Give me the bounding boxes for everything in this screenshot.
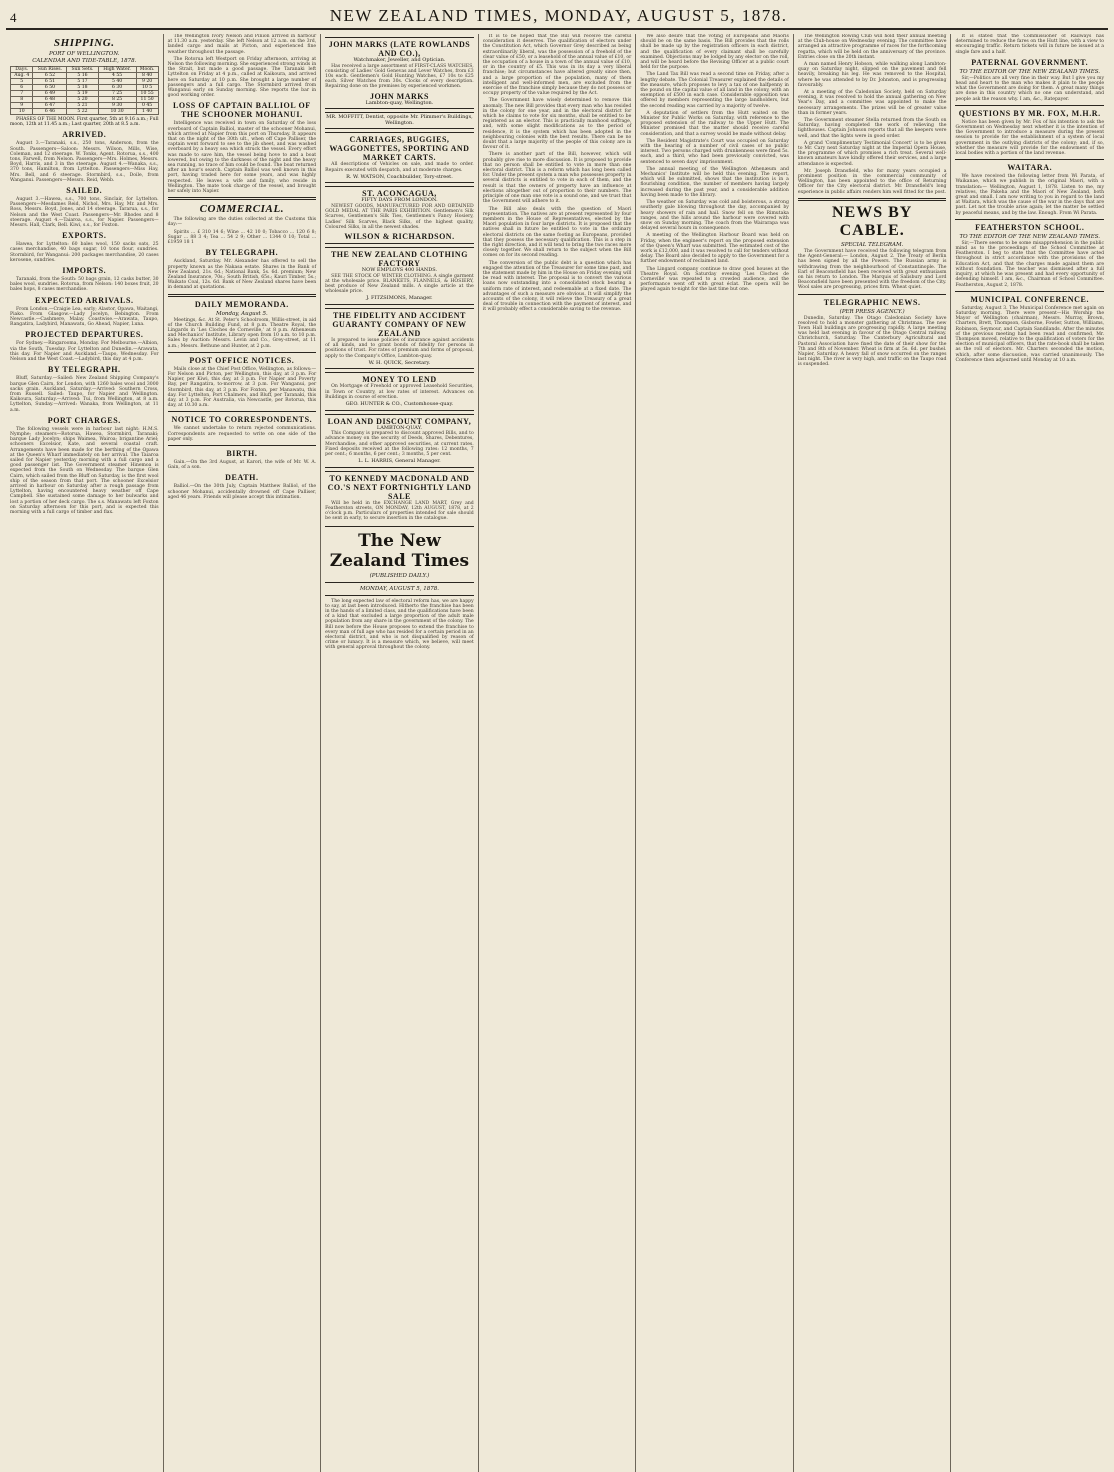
- table-cell: 5 21: [67, 103, 98, 109]
- column-3: [321, 34, 479, 1472]
- advert-signature: JOHN MARKS: [369, 91, 429, 101]
- divider: [325, 595, 474, 596]
- commercial-heading: COMMERCIAL.: [199, 203, 285, 216]
- advert-signature: W. H. QUICK, Secretary.: [368, 359, 431, 366]
- table-cell: 10 30: [98, 109, 136, 115]
- sailed-heading: SAILED.: [66, 186, 103, 196]
- port-charges-heading: PORT CHARGES.: [47, 415, 121, 425]
- advert-body: On Mortgage of Freehold or approved Leasehold Securities, in Town or Country, at low rates of interest. Advances on Buildings in course of erection.: [325, 384, 474, 400]
- tide-table: [10, 66, 159, 115]
- commercial-rows: Spirits ... £ 310 14 6; Wine ... 42 10 0; Tobacco ... 120 6 8; Sugar ... 88 3 4; Tea ... 54 2 9; Other ... 1344 0 10; Total ... £1959 18 1: [167, 229, 317, 246]
- table-cell: 10 55: [136, 91, 158, 97]
- diary-text: Meetings, &c. At St. Peter's Schoolroom, Willis-street, in aid of the Church Building Fund, at 8 p.m. Theatre Royal, the Lingards in 'Les Cloches de Corneville,' at 8 p.m. Athenæum and Mechanics' Institute, Library open from 10 a.m. to 10 p.m. Sales by Auction: Messrs. Levin and Co., Grey-street, at 11 a.m.; Messrs. Bethune and Hunter, at 2 p.m.: [167, 317, 317, 349]
- leader-date: MONDAY, AUGUST 5, 1878.: [359, 585, 439, 592]
- table-cell: 9 30: [98, 103, 136, 109]
- commercial-intro: The following are the duties collected at the Customs this day:—: [167, 217, 317, 228]
- table-cell: 6 50: [33, 85, 67, 91]
- telegraphic-news-subheading: (PER PRESS AGENCY.): [839, 308, 905, 315]
- letter-text: Sir,—Politics are all very fine in their way. But I give you my head and heart to the man who makes it plain to the people what the Government are doing for them. A great many things are done in this country which no one can understand, and people ask the reason why. I am, &c., Ratepayer.: [955, 75, 1105, 102]
- letter-heading: PATERNAL GOVERNMENT.: [971, 57, 1089, 67]
- local-news-paragraph: The Government steamer Stella returned from the South on Saturday, having completed the work of relieving the lighthouses. Captain Johnson reports that all the keepers were well, and that the lights were in good order.: [797, 118, 947, 139]
- column-6: [794, 34, 952, 1472]
- table-cell: 6 48: [33, 97, 67, 103]
- tide-column-header: Days.: [11, 67, 33, 73]
- advert-body: This Company is prepared to discount approved Bills, and to advance money on the security of Deeds, Shares, Debentures, Merchandise, and other approved securities, at current rates. Fixed deposits received at the following rates: 12 months, 7 per cent.; 6 months, 6 per cent.; 3 months, 5 per cent.: [325, 431, 474, 458]
- port-title: PORT OF WELLINGTON.: [49, 51, 120, 57]
- table-cell: 9: [11, 103, 33, 109]
- table-cell: 5 16: [67, 73, 98, 79]
- table-cell: 8: [11, 97, 33, 103]
- leader-paragraph: It is to be hoped that the Bill will receive the careful consideration it deserves. The qualification of electors under the Constitution Act, which Governor Grey described as being extraordinarily liberal, was the possession of a freehold of the clear value of £50, or a leasehold of the annual value of £10, or the occupation of a house in a town of the annual value of £10, or in the country of £5. This was in its day a very liberal franchise; but circumstances have altered greatly since then, and a large proportion of the population, many of them intelligent and well-informed men, are excluded from the exercise of the franchise simply because they do not possess or occupy property of the value required by the Act.: [482, 34, 632, 97]
- post-office-text: Mails close at the Chief Post Office, Wellington, as follows:— For Nelson and Picton, per Wellington, this day, at 3 p.m. For Napier, per Kiwi, this day, at 3 p.m. For Napier and Poverty Bay, per Rangatira, to-morrow, at 3 p.m. For Wanganui, per Stormbird, this day, at 3 p.m. For Foxton, per Manawatu, this day. For Lyttelton, Port Chalmers, and Bluff, per Taranaki, this day, at 3 p.m. For Australia, via Newcastle, per Rotorua, this day, at 10.30 a.m.: [167, 366, 317, 409]
- advert-aconcagua: [325, 186, 474, 244]
- leader-paragraph: There is another part of the Bill, however, which will probably give rise to more discussion. It is proposed to provide that no person shall be entitled to vote in more than one electoral district. This is a reform which has long been called for. Under the present system a man who possesses property in several districts is entitled to vote in each of them, and the result is that the owners of property have an influence at elections altogether out of proportion to their numbers. The principle of one man one vote is a sound one, and we trust that the Government will adhere to it.: [482, 152, 632, 205]
- advert-john-marks: [325, 37, 474, 109]
- local-news-paragraph: The Land Tax Bill was read a second time on Friday, after a lengthy debate. The Colonial Treasurer explained the details of the measure, which proposes to levy a tax of one halfpenny in the pound on the capital value of all land in the colony, with an exemption of £500 in each case. Considerable opposition was offered by members representing the large landholders, but the second reading was carried by a majority of twelve.: [640, 72, 789, 109]
- waitara-text: We have received the following letter from Wi Parata, of Waikanae, which we publish in the original Maori, with a translation:— Wellington, August 1, 1878. Listen to me, my relatives, the Pakeha and the Maori of New Zealand, both great and small. I am now writing to you in regard to the land at Waitara, which was the cause of the war in the days that are past. Let not the trouble arise again; let the matter be settled by peaceful means, and by the law. Enough. From Wi Parata.: [955, 174, 1105, 216]
- table-cell: 5 22: [67, 109, 98, 115]
- expected-text: From London.—Craigie Lea, early; Alastor, Opawa, Waitangi, Piako. From Glasgow.—Lady Jocelyn, Bebington. From Newcastle.—Cashmere, Malay. Coastwise.—Arawata, Taupo, Rangatira, Ladybird, Manawatu, Go Ahead, Napier, Luna.: [10, 306, 159, 328]
- table-cell: 11 50: [136, 97, 158, 103]
- table-row: [11, 109, 159, 115]
- advert-subtitle: NOW EMPLOYS 400 HANDS.: [361, 267, 438, 273]
- masthead-spacer: [1101, 10, 1104, 26]
- table-cell: 5 19: [67, 91, 98, 97]
- leader-subtitle: (PUBLISHED DAILY.): [369, 572, 430, 579]
- advert-fidelity: [325, 308, 474, 369]
- table-cell: 7: [11, 91, 33, 97]
- divider: [955, 159, 1104, 160]
- cable-news-heading: NEWS BY CABLE.: [832, 203, 913, 239]
- correspondents-heading: NOTICE TO CORRESPONDENTS.: [171, 415, 313, 425]
- local-news-paragraph: We also desire that the voting of Europeans and Maoris should be on the same basis. The Bill provides that the rolls shall be made up by the registration officers in each district, and the qualification of every claimant shall be carefully examined. Objections may be lodged by any elector on the roll, and will be heard before the Revising Officer at a public court held for the purpose.: [640, 34, 789, 71]
- table-cell: 1 40: [136, 109, 158, 115]
- telegraph-heading: BY TELEGRAPH.: [47, 365, 121, 375]
- cable-news-subheading: SPECIAL TELEGRAM.: [840, 241, 904, 248]
- advert-subtitle: LAMBTON-QUAY.: [376, 424, 422, 431]
- masthead-title: NEW ZEALAND TIMES, MONDAY, AUGUST 5, 1878.: [329, 6, 788, 25]
- advert-title: MR. MOFFITT, Dentist, opposite Mr. Plimmer's Buildings, Wellington.: [326, 114, 473, 126]
- advert-body: Is prepared to issue policies of insurance against accidents of all kinds, and to grant bonds of fidelity for persons in positions of trust. For rates of premium and forms of proposal, apply to the Company's Office, Lambton-quay.: [325, 338, 474, 359]
- loss-heading: LOSS OF CAPTAIN BALLIOL OF THE SCHOONER MOHANUI.: [172, 101, 311, 120]
- diary-date: Monday, August 5.: [215, 310, 268, 317]
- table-cell: 5 20: [67, 97, 98, 103]
- divider: [955, 105, 1104, 106]
- local-news-paragraph: It is stated that the Commissioner of Railways has determined to reduce the fares on the Hutt line, with a view to encouraging traffic. Return tickets will in future be issued at a single fare and a half.: [955, 34, 1105, 55]
- advert-body: NEWEST GOODS, MANUFACTURED FOR AND OBTAINED GOLD MEDAL AT THE PARIS EXHIBITION. Gentlemen's Silk Scarves, Gentlemen's Silk Ties, Gentlemen's Fancy Hosiery, Ladies' Silk Scarves, Black Silks, of the highest quality, Coloured Silks, in all the newest shades.: [325, 203, 474, 230]
- tide-column-header: Sun Sets.: [67, 67, 98, 73]
- divider: [955, 219, 1104, 220]
- advert-body: Has received a large assortment of FIRST-CLASS WATCHES, consisting of Ladies' Gold Genevas and Lever Watches, from £3 10s each. Gentlemen's Gold Hunting Watches, £7 10s to £25 each. Silver Watches from 30s. Clocks of every description. Repairing done on the premises by experienced workmen.: [325, 63, 474, 90]
- table-cell: 6 47: [33, 103, 67, 109]
- table-cell: Aug. 4: [11, 73, 33, 79]
- advert-title: THE NEW ZEALAND CLOTHING FACTORY: [330, 250, 468, 268]
- table-cell: 6 46: [33, 109, 67, 115]
- advert-title: TO KENNEDY MACDONALD AND CO.'S NEXT FORTNIGHTLY LAND SALE: [327, 473, 472, 501]
- table-cell: 6 30: [98, 85, 136, 91]
- arrived-text: August 3.—Taranaki, s.s., 250 tons, Anderson, from the South. Passengers—Saloon: Messrs. Wilson, Mills, Wise, Coleman, and 12 steerage. W. Tonks, Agent. Rotorua, s.s., 400 tons, Farwell, from Nelson. Passengers—Mrs. Holmes, Messrs. Boyd, Harris, and 3 in the steerage. August 4.—Wanaka, s.s., 370 tons, Hamilton, from Lyttelton. Passengers—Miss Hay, Mrs. Bell, and 6 steerage. Stormbird, s.s., Doile, from Wanganui. Passengers—Messrs. Reid, Webb.: [10, 141, 159, 183]
- column-5: [636, 34, 794, 1472]
- arrivals-text: The Rotorua left Westport on Friday afternoon, arriving at Nelson the following morning. She experienced strong winds in the Strait, but made a good passage. The Taranaki left Lyttelton on Friday at 4 p.m., called at Kaikoura, and arrived here on Saturday at 10 p.m. She brought a large number of passengers and a full cargo. The Stormbird arrived from Wanganui early on Sunday morning. She reports the bar in good working order.: [167, 56, 317, 99]
- leader-paragraph: The Government have wisely determined to remove this anomaly. The new Bill provides that every man who has resided in the colony for one year, and in the electoral district for which he claims to vote for six months, shall be entitled to be registered as an elector. This is practically manhood suffrage, and, with some slight modifications as to the period of residence, it is the system which has been adopted in the neighbouring colonies with the best results. There can be no doubt that a large majority of the people of this colony are in favour of it.: [482, 98, 632, 151]
- calendar-title: CALENDAR AND TIDE-TABLE, 1878.: [32, 58, 137, 64]
- advert-signature: WILSON & RICHARDSON.: [344, 232, 455, 241]
- column-1: [6, 34, 164, 1472]
- births-heading: BIRTH.: [226, 448, 258, 458]
- arrived-heading: ARRIVED.: [62, 130, 107, 140]
- advert-signature: R. W. WATSON, Coachbuilder, Tory-street.: [346, 173, 453, 180]
- advert-title: CARRIAGES, BUGGIES, WAGGONETTES, SPORTING AND MARKET CARTS.: [329, 135, 470, 163]
- local-news-paragraph: The Resident Magistrate's Court was occupied on Saturday with the hearing of a number of civil cases of no public interest. Two persons charged with drunkenness were fined 5s. each, and a third, who had been previously convicted, was sentenced to seven days' imprisonment.: [640, 138, 789, 165]
- questions-heading: QUESTIONS BY MR. FOX, M.H.R.: [958, 108, 1101, 118]
- table-cell: 10 5: [136, 85, 158, 91]
- post-office-heading: POST OFFICE NOTICES.: [189, 355, 295, 365]
- featherston-heading: FEATHERSTON SCHOOL.: [975, 222, 1085, 232]
- local-news-paragraph: The annual meeting of the Wellington Athenæum and Mechanics' Institute will be held this evening. The report, which will be submitted, shows that the institution is in a flourishing condition, the number of members having largely increased during the past year, and a considerable addition having been made to the library.: [640, 166, 789, 198]
- advert-money-to-lend: [325, 372, 474, 410]
- advert-clothing-factory: [325, 247, 474, 305]
- imports-heading: IMPORTS.: [62, 266, 107, 276]
- advert-loan-discount: [325, 414, 474, 468]
- projected-heading: PROJECTED DEPARTURES.: [25, 330, 144, 340]
- telegraphic-news-text: Dunedin, Saturday. The Otago Caledonian Society have resolved to hold a monster gathering at Christmas. The new Town Hall buildings are progressing rapidly. A large meeting was held last evening in favour of the Otago Central railway. Christchurch, Saturday. The Canterbury Agricultural and Pastoral Association have fixed the date of their show for the 7th and 8th of November. Wheat is firm at 5s. 6d. per bushel. Napier, Saturday. A heavy fall of snow occurred on the ranges last night. The river is very high, and traffic on the Taupo road is suspended.: [797, 315, 947, 368]
- commercial-telegraph-heading: BY TELEGRAPH.: [205, 248, 279, 258]
- table-cell: 4 55: [98, 73, 136, 79]
- table-cell: 5 18: [67, 85, 98, 91]
- port-notes-text: The following vessels were in harbour last night: H.M.S. Nymphe; steamers—Rotorua, Hawea, Stormbird, Taranaki; barque Lady Jocelyn; ships Waimea, Wairoa; brigantine Ariel; schooners Excelsior, Kate, and several coastal craft. Arrangements have been made for the berthing of the Opawa at the Queen's Wharf immediately on her arrival. The Taiaroa sailed for Napier yesterday morning with a full cargo and a good passenger list. The Government steamer Hinemoa is expected from the South on Wednesday. The barque Glen Cairn, which sailed from the Bluff on Saturday, is the first wool ship of the season from that port. The schooner Excelsior arrived in harbour on Saturday after a rough passage from Lyttelton, having encountered heavy weather off Cape Campbell. She sustained some damage to her bulwarks and lost a portion of her deck cargo. The s.s. Manawatu left Foxton on Saturday afternoon for this port, and is expected this morning with a full cargo of timber and flax.: [10, 426, 159, 515]
- expected-heading: EXPECTED ARRIVALS.: [34, 295, 134, 305]
- divider: [168, 445, 317, 446]
- table-cell: 8 25: [98, 97, 136, 103]
- imports-text: Taranaki, from the South: 50 bags grain, 12 casks butter, 30 bales wool, sundries. Rotorua, from Nelson: 140 boxes fruit, 20 bales hops, 8 cases merchandise.: [10, 277, 159, 293]
- divider: [798, 294, 947, 295]
- advert-signature: GEO. HUNTER & CO., Customhouse-quay.: [345, 401, 454, 408]
- divider: [168, 294, 317, 297]
- advert-address: Lambton-quay, Wellington.: [365, 99, 434, 106]
- diary-heading: DAILY MEMORANDA.: [194, 299, 289, 309]
- table-cell: 6 49: [33, 91, 67, 97]
- advert-carriages: [325, 132, 474, 183]
- divider: [325, 582, 474, 583]
- commercial-telegraph-text: Auckland, Saturday. Mr. Alexander has offered to sell the property known as the Nakasa estate. Shares in the Bank of New Zealand, 21s. 6d.; National Bank, 5s. 6d. premium; New Zealand Insurance, 70s.; South British, 65s.; Kauri Timber, 5s.; Waikato Coal, 12s. 6d. Bank of New Zealand shares have been in demand at quotations.: [167, 259, 317, 291]
- leader-paragraph: The conversion of the public debt is a question which has engaged the attention of the Treasurer for some time past, and the statement made by him in the House on Friday evening will be read with interest. The proposal is to convert the various loans now outstanding into a consolidated stock bearing a uniform rate of interest, and redeemable at a fixed date. The advantages of such a measure are obvious. It will simplify the accounts of the colony, it will relieve the Treasury of a great deal of trouble in connection with the payment of interest, and it will probably effect a considerable saving to the revenue.: [482, 260, 632, 313]
- local-news-paragraph: Mr. Joseph Dransfield, who for many years occupied a prominent position in the commercial community of Wellington, has been appointed to the office of Returning Officer for the City electoral district. Mr. Dransfield's long experience in public affairs renders him well fitted for the post.: [797, 168, 947, 195]
- waitara-heading: WAITARA.: [1007, 163, 1053, 173]
- advert-land-sale: [325, 471, 474, 527]
- table-cell: 5 40: [98, 79, 136, 85]
- shipping-heading: SHIPPING.: [53, 37, 115, 49]
- cable-news-text: The Government have received the following telegram from the Agent-General:— London, August 2. The Treaty of Berlin has been signed by all the Powers. The Russian army is withdrawing from the neighbourhood of Constantinople. The Earl of Beaconsfield has been received with great enthusiasm on his return to London. The Marquis of Salisbury and Lord Beaconsfield have been presented with the freedom of the City. Wool sales are progressing, prices firm. Wheat quiet.: [797, 248, 947, 291]
- local-news-paragraph: The Lingard company continue to draw good houses at the Theatre Royal. On Saturday evening 'Les Cloches de Corneville' was repeated to a crowded audience, and the performance went off with great éclat. The opera will be played again to-night for the last time but one.: [640, 266, 789, 293]
- local-news-paragraph: At a meeting of the Caledonian Society, held on Saturday evening, it was resolved to hold the annual gathering on New Year's Day, and a committee was appointed to make the necessary arrangements. The prizes will be of greater value than in former years.: [797, 90, 947, 116]
- municipal-heading: MUNICIPAL CONFERENCE.: [970, 294, 1090, 304]
- column-4: [479, 34, 637, 1472]
- table-cell: 10: [11, 109, 33, 115]
- divider: [798, 198, 947, 201]
- arrivals-intro: The Wellington Ivory Nelson and Pinion arrived in harbour at 11.30 a.m. yesterday. She left Nelson at 12 a.m. on the 3rd, landed cargo and mails at Picton, and experienced fine weather throughout the passage.: [167, 34, 317, 55]
- moon-phases: PHASES OF THE MOON. First quarter, 5th at 9.16 a.m.; Full moon, 12th at 11.45 a.m.; Last quarter, 20th at 8.5 a.m.: [10, 117, 159, 128]
- leader-masthead: The New Zealand Times: [329, 530, 470, 571]
- column-2: [164, 34, 322, 1472]
- advert-title: JOHN MARKS (LATE ROWLANDS AND CO.),: [328, 40, 471, 58]
- local-news-paragraph: The weather on Saturday was cold and boisterous, a strong southerly gale blowing throughout the day, accompanied by heavy showers of rain and hail. Snow fell on the Rimutaka ranges, and the hills around the harbour were covered with snow on Sunday morning. The coach from the Wairarapa was delayed several hours in consequence.: [640, 200, 789, 232]
- local-news-paragraph: A meeting of the Wellington Harbour Board was held on Friday, when the engineer's report on the proposed extension of the Queen's Wharf was submitted. The estimated cost of the work is £12,000, and it was resolved to call for tenders without delay. The Board also decided to apply to the Government for a further endowment of reclaimed land.: [640, 233, 789, 265]
- advert-body: Will be held in the EXCHANGE LAND MART, Grey and Featherston streets, ON MONDAY, 12th AUGUST, 1878, at 2 o'clock p.m. Particulars of properties intended for sale should be sent in early, to secure insertion in the catalogue.: [325, 500, 474, 522]
- featherston-text: Sir,—There seems to be some misapprehension in the public mind as to the proceedings of the School Committee at Featherston. I beg to state that the Committee have acted throughout in strict accordance with the provisions of the Education Act, and that the charges made against them are without foundation. The teacher was dismissed after a full inquiry, at which he was present and had every opportunity of defending himself. I am, &c., Chairman of School Committee. Featherston, August 2, 1878.: [955, 240, 1105, 288]
- leader-paragraph: The Bill also deals with the question of Maori representation. The natives are at present represented by four members in the House of Representatives, elected by the Maori population in four large districts. It is proposed that the natives shall in future be entitled to vote in the ordinary electoral districts on the same footing as Europeans, provided that they possess the necessary qualification. This is a step in the right direction, and it will tend to bring the two races more closely together. We shall return to the subject when the Bill comes on for its second reading.: [482, 206, 632, 259]
- advert-subtitle: Watchmaker, Jeweller, and Optician.: [353, 57, 446, 63]
- table-cell: 5: [11, 79, 33, 85]
- leader-paragraph: The long expected law of electoral reform has, we are happy to say, at last been introduced. Hitherto the franchise has been in the hands of a limited class, and the qualifications have been of a kind that excluded a large proportion of the adult male population from any share in the government of the colony. The Bill now before the House proposes to extend the franchise to every man of full age who has resided for a certain period in an electoral district, and who is not disqualified by reason of crime or lunacy. It is a measure which, we believe, will meet with general approval throughout the colony.: [325, 598, 474, 651]
- local-news-paragraph: A grand 'Complimentary Testimonial Concert' is to be given to Mr. Cary next Saturday night at the Imperial Opera House, the programme of which promises a rich treat. Several well-known amateurs have kindly offered their services, and a large attendance is expected.: [797, 140, 947, 167]
- telegraph-text: Bluff, Saturday.—Sailed: New Zealand Shipping Company's barque Glen Cairn, for London, with 1260 bales wool and 3000 sacks grain. Auckland, Saturday.—Arrived: Southern Cross, from Russell. Sailed: Taupo, for Napier and Wellington. Kaikoura, Saturday.—Arrived: Tui, from Wellington, at 8 a.m. Lyttelton, Sunday.—Arrived: Wanaka, from Wellington, at 11 a.m.: [10, 376, 159, 413]
- advert-title: ST. ACONCAGUA,: [362, 189, 437, 199]
- tide-table-body: [11, 73, 159, 115]
- correspondents-text: We cannot undertake to return rejected communications. Correspondents are requested to write on one side of the paper only.: [167, 426, 317, 442]
- divider: [168, 411, 317, 412]
- divider: [168, 197, 317, 200]
- tide-column-header: High Water.: [98, 67, 136, 73]
- advert-signature: L. L. HARRIS, General Manager.: [358, 458, 441, 465]
- table-cell: 6: [11, 85, 33, 91]
- tide-column-header: Moon.: [136, 67, 158, 73]
- deaths-heading: DEATH.: [225, 473, 259, 483]
- local-news-paragraph: A deputation of settlers from the Hutt waited on the Minister for Public Works on Saturday, with reference to the proposed extension of the railway to the Upper Hutt. The Minister promised that the matter should receive careful consideration, and that a survey would be made without delay.: [640, 110, 789, 137]
- loss-text: Intelligence was received in town on Saturday of the loss overboard of Captain Balliol, master of the schooner Mohanui, which arrived at Napier from this port on Thursday. It appears that on the night of the 30th ult., when off Cape Palliser, the captain went forward to see to the jib sheet, and was washed overboard by a heavy sea which struck the vessel. Every effort was made to save him, the vessel being hove to and a boat lowered, but owing to the darkness of the night and the heavy sea running, no trace of him could be found. The boat returned after an hour's search. Captain Balliol was well known in this port, having traded here for some years, and was highly respected. He leaves a wife and family, who reside in Wellington. The mate took charge of the vessel, and brought her safely into Napier.: [167, 121, 317, 195]
- advert-dentist: [325, 112, 474, 129]
- advert-subtitle: FIFTY DAYS FROM LONDON.: [361, 197, 438, 204]
- table-cell: 9 20: [136, 79, 158, 85]
- advert-title: MONEY TO LEND: [362, 375, 437, 385]
- advert-body: SEE THE STOCK OF WINTER CLOTHING. A single garment at the wholesale price. BLANKETS, FLANNELS, & HOSIERY, best produce of New Zealand mills. A single article at the wholesale price.: [325, 273, 474, 295]
- projected-text: For Sydney.—Ringarooma, Monday. For Melbourne.—Albion, via the South, Tuesday. For Lyttelton and Dunedin.—Arawata, this day. For Napier and Auckland.—Taupo, Wednesday. For Nelson and the West Coast.—Ladybird, this day at 4 p.m.: [10, 341, 159, 363]
- column-7: [951, 34, 1108, 1472]
- telegraphic-news-heading: TELEGRAPHIC NEWS.: [823, 297, 921, 307]
- advert-title: LOAN AND DISCOUNT COMPANY,: [327, 416, 472, 426]
- divider: [168, 352, 317, 353]
- table-cell: 7 25: [98, 91, 136, 97]
- births-text: Gain.—On the 3rd August, at Karori, the wife of Mr. W. A. Gain, of a son.: [167, 459, 317, 471]
- advert-signature: J. FITZSIMONS, Manager.: [366, 295, 433, 302]
- table-cell: 6 51: [33, 79, 67, 85]
- exports-text: Hawea, for Lyttelton: 60 bales wool, 150 sacks oats, 25 cases merchandise, 40 bags sugar, 10 tons flour, sundries. Stormbird, for Wanganui: 200 packages merchandise, 20 cases kerosene, sundries.: [10, 242, 159, 263]
- advert-body: All descriptions of Vehicles on sale, and made to order. Repairs executed with despatch, and at moderate charges.: [325, 162, 474, 173]
- page-number: 4: [10, 10, 17, 25]
- columns: [6, 34, 1108, 1472]
- tide-column-header: Sun Rises.: [33, 67, 67, 73]
- table-cell: 0 45: [136, 103, 158, 109]
- local-news-paragraph: The Wellington Rowing Club will hold their annual meeting at the Club-house on Wednesday evening. The committee have arranged an attractive programme of races for the forthcoming regatta, which will be held on the anniversary of the province. Entries close on the 20th instant.: [797, 34, 947, 60]
- questions-text: Notice has been given by Mr. Fox of his intention to ask the Government on Wednesday next whether it is the intention of the Government to introduce a measure during the present session to provide for the establishment of a system of local government in the outlying districts of the colony; and, if so, whether the measure will provide for the endowment of the local bodies with a portion of the land revenue.: [955, 119, 1105, 157]
- table-cell: 5 17: [67, 79, 98, 85]
- advert-title: THE FIDELITY AND ACCIDENT GUARANTY COMPANY OF NEW ZEALAND: [332, 311, 467, 338]
- table-cell: 8 40: [136, 73, 158, 79]
- letter-subheading: TO THE EDITOR OF THE NEW ZEALAND TIMES.: [959, 68, 1101, 75]
- municipal-text: Saturday, August 3. The Municipal Conference met again on Saturday morning. There were present—His Worship the Mayor of Wellington (chairman), Messrs. Murray, Brown, Charters, Brett, Thompson, Gisborne, Fowler, Sutton, Williams, Robinson, Seymour, and Captain Sandilands. After the minutes of the previous meeting had been read and confirmed, Mr. Thompson moved, relative to the qualification of voters for the election of municipal officers, that the rate-book shall be taken as the roll of electors. Mr. Charters seconded the motion, which, after some discussion, was carried unanimously. The Conference then adjourned until Monday at 10 a.m.: [955, 305, 1105, 363]
- exports-heading: EXPORTS.: [62, 231, 107, 241]
- sailed-text: August 3.—Hawea, s.s., 700 tons, Sinclair, for Lyttelton. Passengers—Mesdames Reid, Nichol, Mrs. Hay, Mr. and Mrs. Ross, Messrs. Boyd, Jones, and 14 steerage. Tararua, s.s., for Nelson and the West Coast. Passengers—Mr. Rhodes and 8 steerage. August 4.—Taiaroa, s.s., for Napier. Passengers—Messrs. Hall, Clark, Bell. Kiwi, s.s., for Foxton.: [10, 197, 159, 229]
- divider: [955, 291, 1104, 292]
- deaths-text: Balliol.—On the 30th July, Captain Matthew Balliol, of the schooner Mohanui, accidentally drowned off Cape Palliser, aged 46 years. Friends will please accept this intimation.: [167, 484, 317, 500]
- table-cell: 6 52: [33, 73, 67, 79]
- masthead: [6, 4, 1108, 30]
- local-news-paragraph: A man named Henry Hobson, while walking along Lambton-quay on Saturday night, slipped on the pavement and fell heavily, breaking his leg. He was removed to the Hospital, where he was attended to by Dr. Johnston, and is progressing favourably.: [797, 62, 947, 88]
- featherston-subheading: TO THE EDITOR OF THE NEW ZEALAND TIMES.: [959, 233, 1101, 240]
